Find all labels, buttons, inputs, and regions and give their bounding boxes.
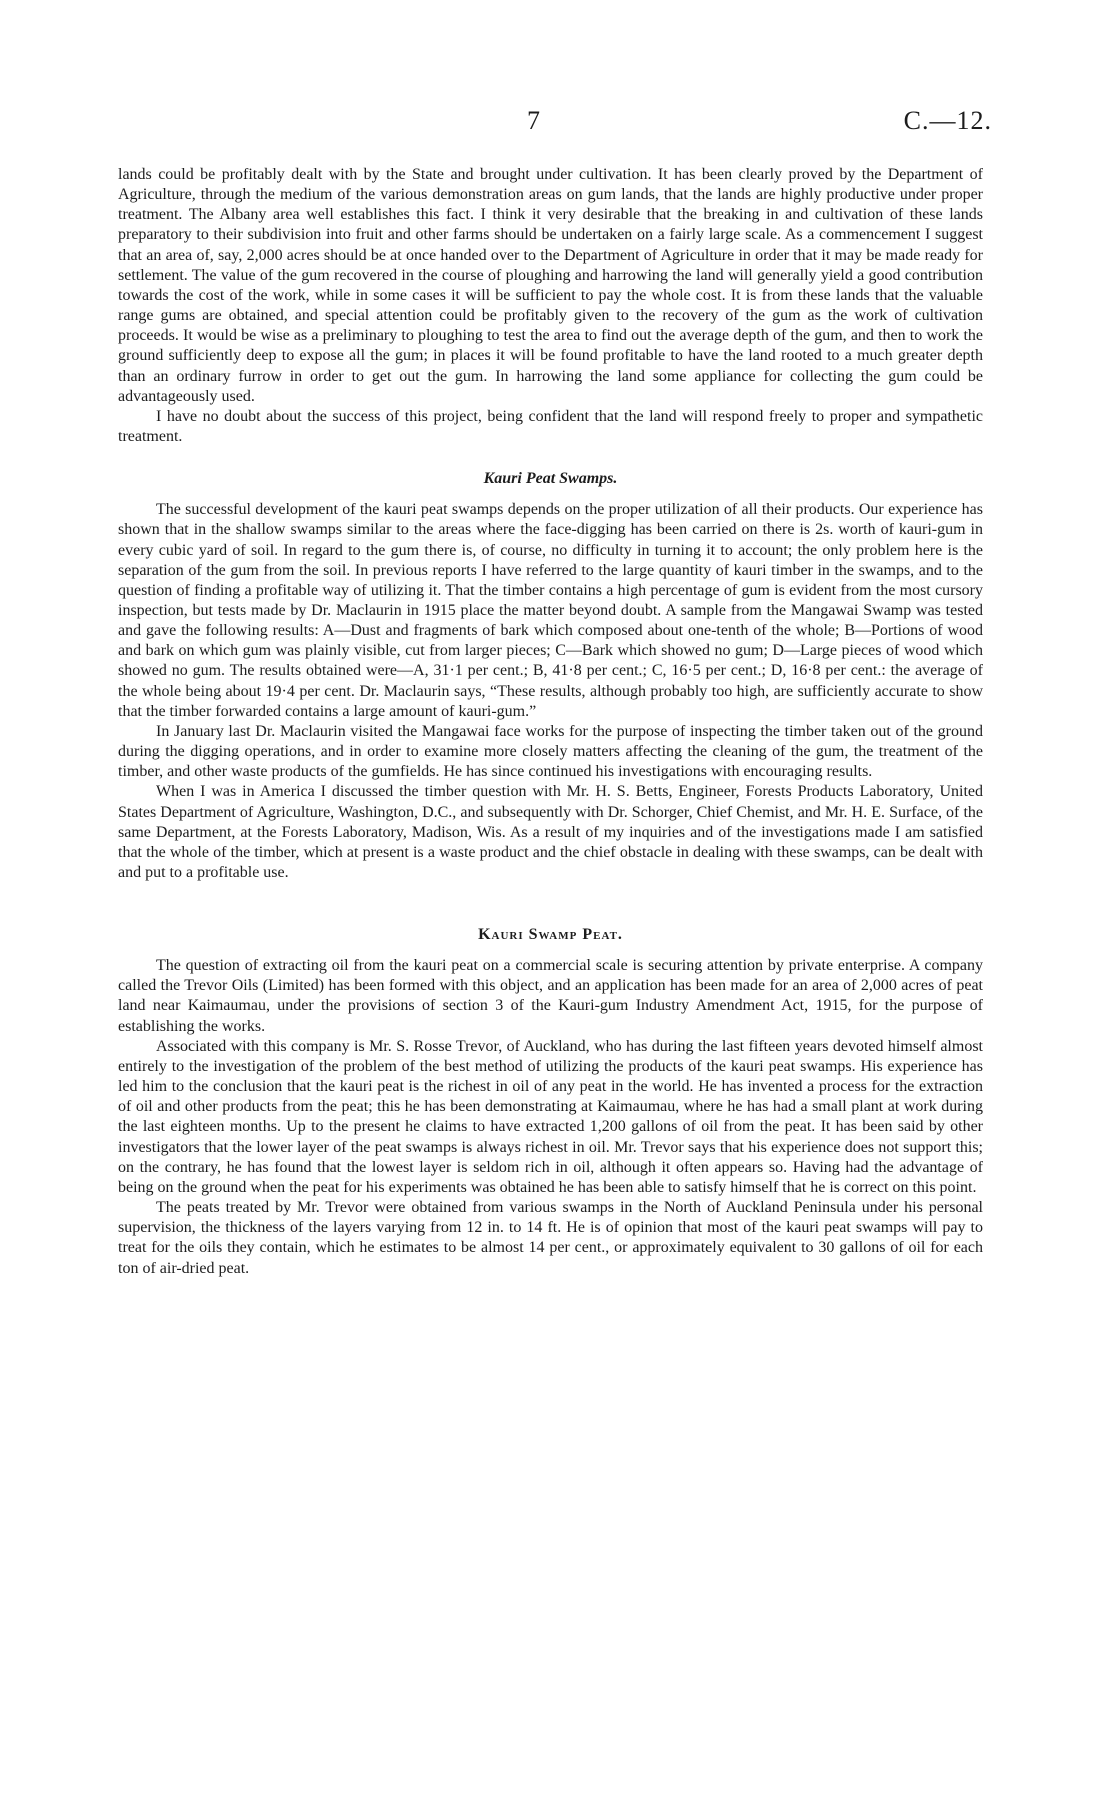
body-paragraph: lands could be profitably dealt with by the State and brought under cultivation. It has been clearly proved by the Department of Agriculture, through the medium of the various demonstration areas on gum lands, that the lands are highly productive under proper treatment. The Albany area well establishes this fact. I think it very desirable that the breaking in and cultivation of these lands preparatory to their subdivision into fruit and other farms should be undertaken on a fairly large scale. As a commencement I suggest that an area of, say, 2,000 acres should be at once handed over to the Department of Agriculture in order that it may be made ready for settlement. The value of the gum recovered in the course of ploughing and harrowing the land will generally yield a good contribution towards the cost of the work, while in some cases it will be sufficient to pay the whole cost. It is from these lands that the valuable range gums are obtained, and special attention could be profitably given to the recovery of the gum as the work of cultivation proceeds. It would be wise as a preliminary to ploughing to test the area to find out the average depth of the gum, and then to work the ground sufficiently deep to expose all the gum; in places it will be found profitable to have the land rooted to a much greater depth than an ordinary furrow in order to get out the gum. In harrowing the land some appliance for collecting the gum could be advantageously used. xyxy=(118,166,983,405)
page-body xyxy=(118,165,983,1279)
body-paragraph: When I was in America I discussed the timber question with Mr. H. S. Betts, Engineer, Forests Products Laboratory, United States Department of Agriculture, Washington, D.C., and subsequently with Dr. Schorger, Chief Chemist, and Mr. H. E. Surface, of the same Department, at the Forests Laboratory, Madison, Wis. As a result of my inquiries and of the investigations made I am satisfied that the whole of the timber, which at present is a waste product and the chief obstacle in dealing with these swamps, can be dealt with and put to a profitable use. xyxy=(118,783,983,881)
body-paragraph: I have no doubt about the success of this project, being confident that the land will respond freely to proper and sympathetic treatment. xyxy=(118,407,983,446)
section-heading-kauri-swamp-peat: Kauri Swamp Peat. xyxy=(478,926,623,944)
body-paragraph: Associated with this company is Mr. S. Rosse Trevor, of Auckland, who has during the last fifteen years devoted himself almost entirely to the investigation of the problem of the best method of utilizing the products of the kauri peat swamps. His experience has led him to the conclusion that the kauri peat is the richest in oil of any peat in the world. He has invented a process for the extraction of oil and other products from the peat; this he has been demonstrating at Kaimaumau, where he has had a small plant at work during the last eighteen months. Up to the present he claims to have extracted 1,200 gallons of oil from the peat. It has been said by other investigators that the lower layer of the peat swamps is always richest in oil. Mr. Trevor says that his experience does not support this; on the contrary, he has found that the lowest layer is seldom rich in oil, although it often appears so. Having had the advantage of being on the ground when the peat for his experiments was obtained he has been able to satisfy himself that he is correct on this point. xyxy=(118,1037,983,1196)
body-paragraph: The question of extracting oil from the kauri peat on a commercial scale is securing attention by private enterprise. A company called the Trevor Oils (Limited) has been formed with this object, and an application has been made for an area of 2,000 acres of peat land near Kaimaumau, under the provisions of section 3 of the Kauri-gum Industry Amendment Act, 1915, for the purpose of establishing the works. xyxy=(118,957,983,1035)
section-heading-kauri-peat-swamps: Kauri Peat Swamps. xyxy=(483,470,618,488)
body-paragraph: The successful development of the kauri peat swamps depends on the proper utilization of all their products. Our experience has shown that in the shallow swamps similar to the areas where the face-digging has been carried on there is 2s. worth of kauri-gum in every cubic yard of soil. In regard to the gum there is, of course, no difficulty in turning it to account; the only problem here is the separation of the gum from the soil. In previous reports I have referred to the large quantity of kauri timber in the swamps, and to the question of finding a profitable way of utilizing it. That the timber contains a high percentage of gum is evident from the most cursory inspection, but tests made by Dr. Maclaurin in 1915 place the matter beyond doubt. A sample from the Mangawai Swamp was tested and gave the following results: A—Dust and fragments of bark which composed about one-tenth of the whole; B—Portions of wood and bark on which gum was plainly visible, cut from larger pieces; C—Bark which showed no gum; D—Large pieces of wood which showed no gum. The results obtained were—A, 31·1 per cent.; B, 41·8 per cent.; C, 16·5 per cent.; D, 16·8 per cent.: the average of the whole being about 19·4 per cent. Dr. Maclaurin says, “These results, although probably too high, are sufficiently accurate to show that the timber forwarded contains a large amount of kauri-gum.” xyxy=(118,501,983,720)
document-reference: C.—12. xyxy=(903,106,992,135)
page-number: 7 xyxy=(527,106,540,135)
page-header xyxy=(0,100,1114,140)
body-paragraph: The peats treated by Mr. Trevor were obtained from various swamps in the North of Auckland Peninsula under his personal supervision, the thickness of the layers varying from 12 in. to 14 ft. He is of opinion that most of the kauri peat swamps will pay to treat for the oils they contain, which he estimates to be almost 14 per cent., or approximately equivalent to 30 gallons of oil for each ton of air-dried peat. xyxy=(118,1199,983,1277)
body-paragraph: In January last Dr. Maclaurin visited the Mangawai face works for the purpose of inspecting the timber taken out of the ground during the digging operations, and in order to examine more closely matters affecting the cleaning of the gum, the treatment of the timber, and other waste products of the gumfields. He has since continued his investigations with encouraging results. xyxy=(118,722,983,781)
